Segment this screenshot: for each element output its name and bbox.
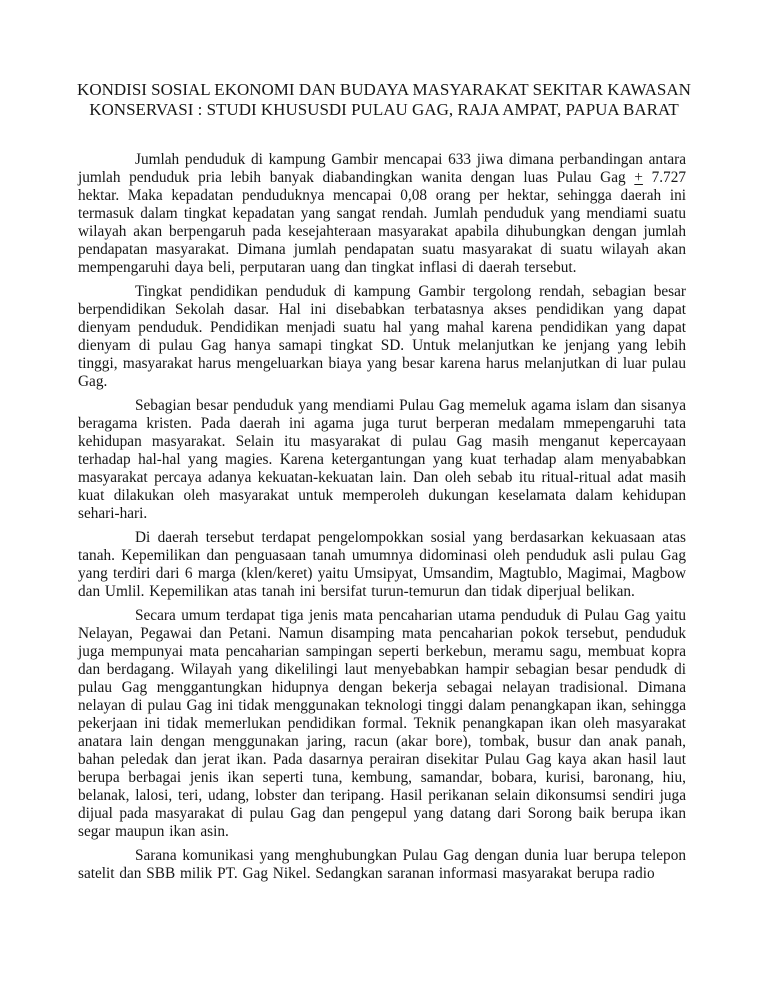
paragraph-religion: Sebagian besar penduduk yang mendiami Pulau Gag memeluk agama islam dan sisanya beragama kristen. Pada daerah ini agama juga turut berperan medalam mmepengaruhi tata kehidupan masyarakat. Selain itu masyarakat di pulau Gag masih menganut kepercayaan terhadap hal-hal yang magies. Karena ketergantungan yang kuat terhadap alam menyababkan masyarakat percaya adanya kekuatan-kekuatan lain. Dan oleh sebab itu ritual-ritual adat masih kuat dilakukan oleh masyarakat untuk memperoleh dukungan keselamata dalam kehidupan sehari-hari. [78,397,686,522]
paragraph-land-ownership: Di daerah tersebut terdapat pengelompokkan sosial yang berdasarkan kekuasaan atas tanah. Kepemilikan dan penguasaan tanah umumnya didominasi oleh penduduk asli pulau Gag yang terdiri dari 6 marga (klen/keret) yaitu Umsipyat, Umsandim, Magtublo, Magimai, Magbow dan Umlil. Kepemilikan atas tanah ini bersifat turun-temurun dan tidak diperjual belikan. [78,529,686,600]
plus-minus-symbol: + [634,169,643,186]
document-title [70,80,698,120]
population-text-after-symbol: 7.727 hektar. Maka kepadatan penduduknya mencapai 0,08 orang per hektar, sehingga daerah ini termasuk dalam tingkat kepadatan yang sangat rendah. Jumlah penduduk yang mendiami suatu wilayah akan berpengaruh pada kesejahteraan masyarakat apabila dihubungkan dengan jumlah pendapatan masyarakat. Dimana jumlah pendapatan suatu masyarakat di suatu wilayah akan mempengaruhi daya beli, perputaran uang dan tingkat inflasi di daerah tersebut. [78,169,686,276]
paragraph-education: Tingkat pendidikan penduduk di kampung Gambir tergolong rendah, sebagian besar berpendidikan Sekolah dasar. Hal ini disebabkan terbatasnya akses pendidikan yang dapat dienyam penduduk. Pendidikan menjadi suatu hal yang mahal karena pendidikan yang dapat dienyam di pulau Gag hanya samapi tingkat SD. Untuk melanjutkan ke jenjang yang lebih tinggi, masyarakat harus mengeluarkan biaya yang besar karena harus melanjutkan di luar pulau Gag. [78,283,686,390]
title-line-2: KONSERVASI : STUDI KHUSUSDI PULAU GAG, RAJA AMPAT, PAPUA BARAT [89,100,679,119]
paragraph-communication: Sarana komunikasi yang menghubungkan Pulau Gag dengan dunia luar berupa telepon satelit dan SBB milik PT. Gag Nikel. Sedangkan saranan informasi masyarakat berupa radio [78,847,686,882]
paragraph-livelihood: Secara umum terdapat tiga jenis mata pencaharian utama penduduk di Pulau Gag yaitu Nelayan, Pegawai dan Petani. Namun disamping mata pencaharian pokok tersebut, penduduk juga mempunyai mata pencaharian sampingan seperti berkebun, meramu sagu, membuat kopra dan berdagang. Wilayah yang dikelilingi laut menyebabkan hampir sebagian besar pendudk di pulau Gag menggantungkan hidupnya dengan bekerja sebagai nelayan tradisional. Dimana nelayan di pulau Gag ini tidak menggunakan teknologi tinggi dalam penangkapan ikan, sehingga pekerjaan ini tidak memerlukan pendidikan formal. Teknik penangkapan ikan oleh masyarakat anatara lain dengan menggunakan jaring, racun (akar bore), tombak, busur dan anak panah, bahan peledak dan jerat ikan. Pada dasarnya perairan disekitar Pulau Gag kaya akan hasil laut berupa berbagai jenis ikan seperti tuna, kembung, samandar, bobara, kurisi, baronang, hiu, belanak, lalosi, teri, udang, lobster dan teripang. Hasil perikanan selain dikonsumsi sendiri juga dijual pada masyarakat di pulau Gag dan pengepul yang datang dari Sorong baik berupa ikan segar maupun ikan asin. [78,607,686,840]
paragraph-population [78,151,686,277]
title-line-1: KONDISI SOSIAL EKONOMI DAN BUDAYA MASYARAKAT SEKITAR KAWASAN [77,80,691,99]
population-text-before-symbol: Jumlah penduduk di kampung Gambir mencapai 633 jiwa dimana perbandingan antara jumlah penduduk pria lebih banyak diabandingkan wanita dengan luas Pulau Gag [78,151,686,186]
document-body [78,151,686,883]
